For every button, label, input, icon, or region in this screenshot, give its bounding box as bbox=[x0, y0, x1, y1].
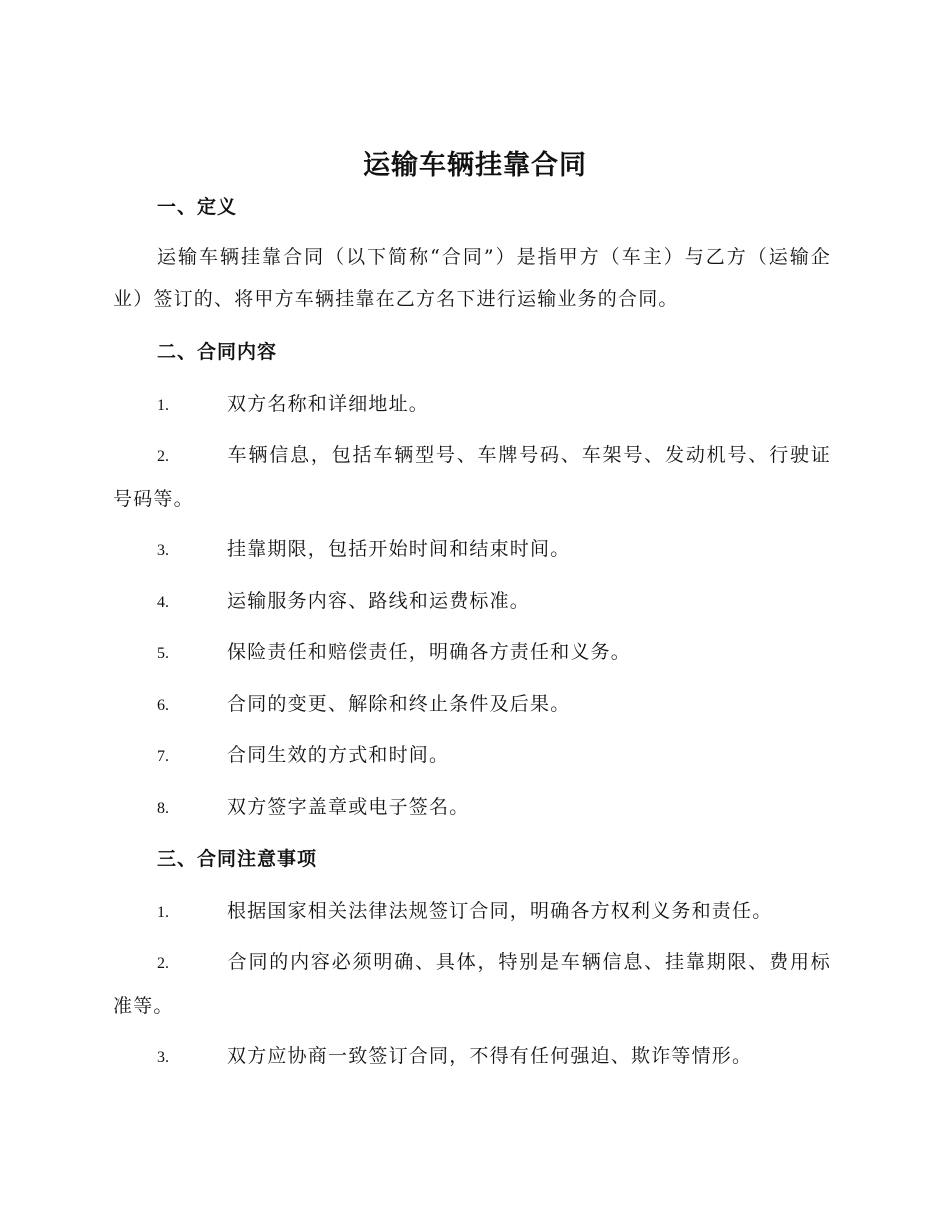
list-item-text: 根据国家相关法律法规签订合同，明确各方权利义务和责任。 bbox=[227, 900, 773, 922]
list-item-text: 车辆信息，包括车辆型号、车牌号码、车架号、发动机号、行驶证号码等。 bbox=[113, 444, 831, 510]
section-heading-notes: 三、合同注意事项 bbox=[157, 848, 318, 870]
list-item-number: 4. bbox=[157, 594, 169, 611]
list-item bbox=[113, 580, 831, 624]
list-item bbox=[113, 941, 831, 1027]
section-heading-contract-content: 二、合同内容 bbox=[157, 341, 278, 363]
list-item-text: 合同的内容必须明确、具体，特别是车辆信息、挂靠期限、费用标准等。 bbox=[113, 951, 831, 1017]
list-item-number: 3. bbox=[157, 1049, 169, 1066]
list-item bbox=[113, 528, 831, 572]
list-item-text: 双方应协商一致签订合同，不得有任何强迫、欺诈等情形。 bbox=[227, 1045, 753, 1067]
list-item-number: 1. bbox=[157, 904, 169, 921]
section-heading-definition: 一、定义 bbox=[157, 196, 238, 218]
list-item-number: 3. bbox=[157, 542, 169, 559]
definition-paragraph: 运输车辆挂靠合同（以下简称“合同”）是指甲方（车主）与乙方（运输企业）签订的、将甲方车辆挂靠在乙方名下进行运输业务的合同。 bbox=[113, 246, 831, 310]
list-item bbox=[113, 383, 831, 427]
list-item-text: 双方签字盖章或电子签名。 bbox=[227, 796, 470, 818]
list-item-text: 运输服务内容、路线和运费标准。 bbox=[227, 590, 531, 612]
list-item-text: 合同的变更、解除和终止条件及后果。 bbox=[227, 693, 571, 715]
list-item-number: 5. bbox=[157, 645, 169, 662]
list-item-number: 8. bbox=[157, 800, 169, 817]
list-item bbox=[113, 734, 831, 778]
list-item-text: 挂靠期限，包括开始时间和结束时间。 bbox=[227, 538, 571, 560]
list-item bbox=[113, 786, 831, 830]
list-item-number: 6. bbox=[157, 697, 169, 714]
list-item bbox=[113, 683, 831, 727]
list-item bbox=[113, 1035, 831, 1079]
list-item-text: 合同生效的方式和时间。 bbox=[227, 744, 450, 766]
list-item-number: 1. bbox=[157, 397, 169, 414]
list-item bbox=[113, 890, 831, 934]
list-item-number: 2. bbox=[157, 955, 169, 972]
document-title: 运输车辆挂靠合同 bbox=[363, 150, 587, 181]
list-item-text: 双方名称和详细地址。 bbox=[227, 393, 430, 415]
list-item-number: 2. bbox=[157, 448, 169, 465]
list-item bbox=[113, 434, 831, 520]
list-item-number: 7. bbox=[157, 748, 169, 765]
list-item-text: 保险责任和赔偿责任，明确各方责任和义务。 bbox=[227, 641, 632, 663]
list-item bbox=[113, 631, 831, 675]
